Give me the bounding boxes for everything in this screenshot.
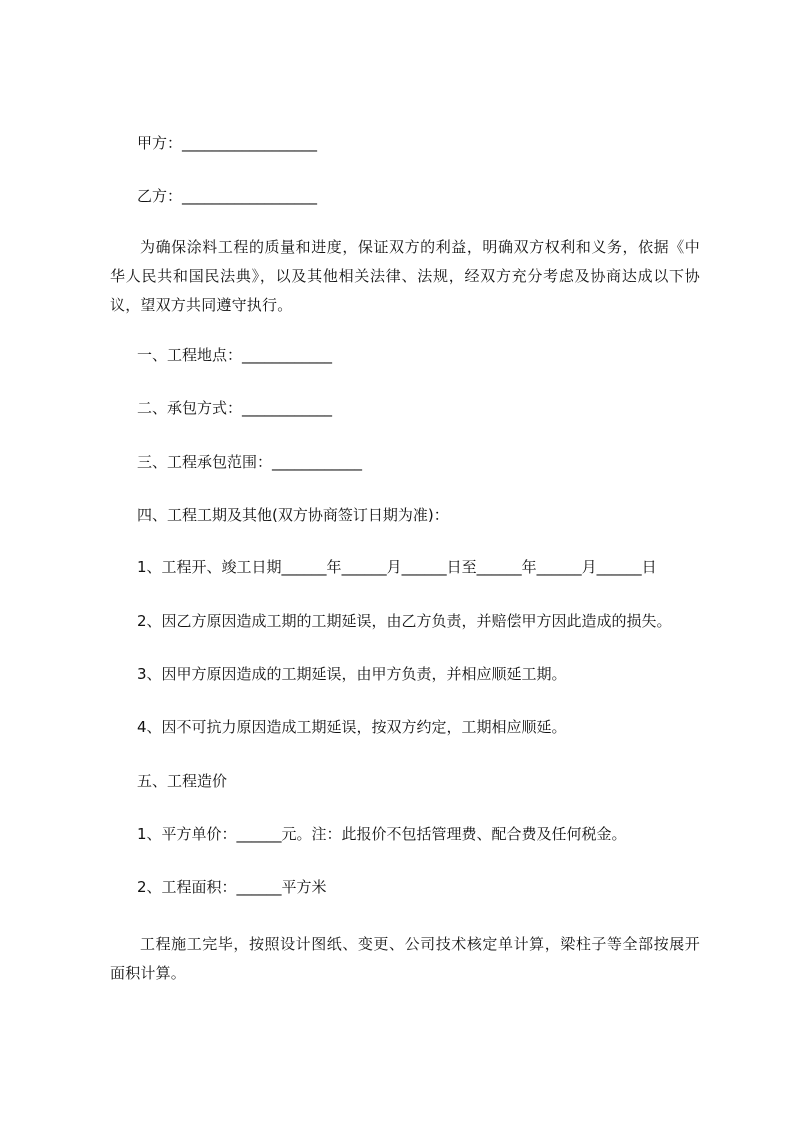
section-4-item-1	[137, 557, 657, 577]
party-b-label: 乙方：	[137, 187, 183, 205]
section-5-item-2	[137, 877, 327, 897]
month-label: 月	[386, 558, 402, 576]
section-3-label: 三、工程承包范围：	[137, 453, 273, 471]
party-b-line	[137, 186, 317, 206]
intro-paragraph: 为确保涂料工程的质量和进度，保证双方的利益，明确双方权利和义务，依据《中华人民共和国民法典》，以及其他相关法律、法规，经双方充分考虑及协商达成以下协议，望双方共同遵守执行。	[110, 238, 700, 314]
end-year-blank[interactable]: ______	[476, 558, 522, 576]
section-2-blank[interactable]: ____________	[242, 399, 333, 417]
section-5-heading: 五、工程造价	[137, 772, 228, 790]
section-5-item-1	[137, 824, 627, 844]
item-4-1-prefix: 1、工程开、竣工日期	[137, 558, 282, 576]
end-day-blank[interactable]: ______	[596, 558, 642, 576]
section-4-item-2: 2、因乙方原因造成工期的工期延误，由乙方负责，并赔偿甲方因此造成的损失。	[137, 612, 672, 630]
start-month-blank[interactable]: ______	[341, 558, 387, 576]
section-4-item-3: 3、因甲方原因造成的工期延误，由甲方负责，并相应顺延工期。	[137, 665, 567, 683]
closing-paragraph: 工程施工完毕，按照设计图纸、变更、公司技术核定单计算，梁柱子等全部按展开面积计算。	[110, 935, 700, 982]
section-4-item-4: 4、因不可抗力原因造成工期延误，按双方约定，工期相应顺延。	[137, 718, 567, 736]
section-2-contract-mode	[137, 398, 332, 418]
section-4-heading: 四、工程工期及其他(双方协商签订日期为准)：	[137, 506, 449, 524]
section-3-scope	[137, 452, 362, 472]
month-label-2: 月	[581, 558, 597, 576]
section-2-label: 二、承包方式：	[137, 399, 243, 417]
party-a-blank[interactable]: __________________	[182, 134, 318, 152]
party-a-label: 甲方：	[137, 134, 183, 152]
start-day-blank[interactable]: ______	[401, 558, 447, 576]
unit-price-note: 元。注：此报价不包括管理费、配合费及任何税金。	[281, 825, 627, 843]
end-month-blank[interactable]: ______	[536, 558, 582, 576]
unit-price-label: 1、平方单价：	[137, 825, 237, 843]
section-1-label: 一、工程地点：	[137, 346, 243, 364]
area-label: 2、工程面积：	[137, 878, 237, 896]
area-unit: 平方米	[281, 878, 327, 896]
year-label-2: 年	[521, 558, 537, 576]
day-to-label: 日至	[446, 558, 477, 576]
party-b-blank[interactable]: __________________	[182, 187, 318, 205]
section-1-location	[137, 345, 332, 365]
section-1-blank[interactable]: ____________	[242, 346, 333, 364]
section-3-blank[interactable]: ____________	[272, 453, 363, 471]
area-blank[interactable]: ______	[236, 878, 282, 896]
party-a-line	[137, 133, 317, 153]
day-label: 日	[641, 558, 657, 576]
start-year-blank[interactable]: ______	[281, 558, 327, 576]
unit-price-blank[interactable]: ______	[236, 825, 282, 843]
year-label: 年	[326, 558, 342, 576]
